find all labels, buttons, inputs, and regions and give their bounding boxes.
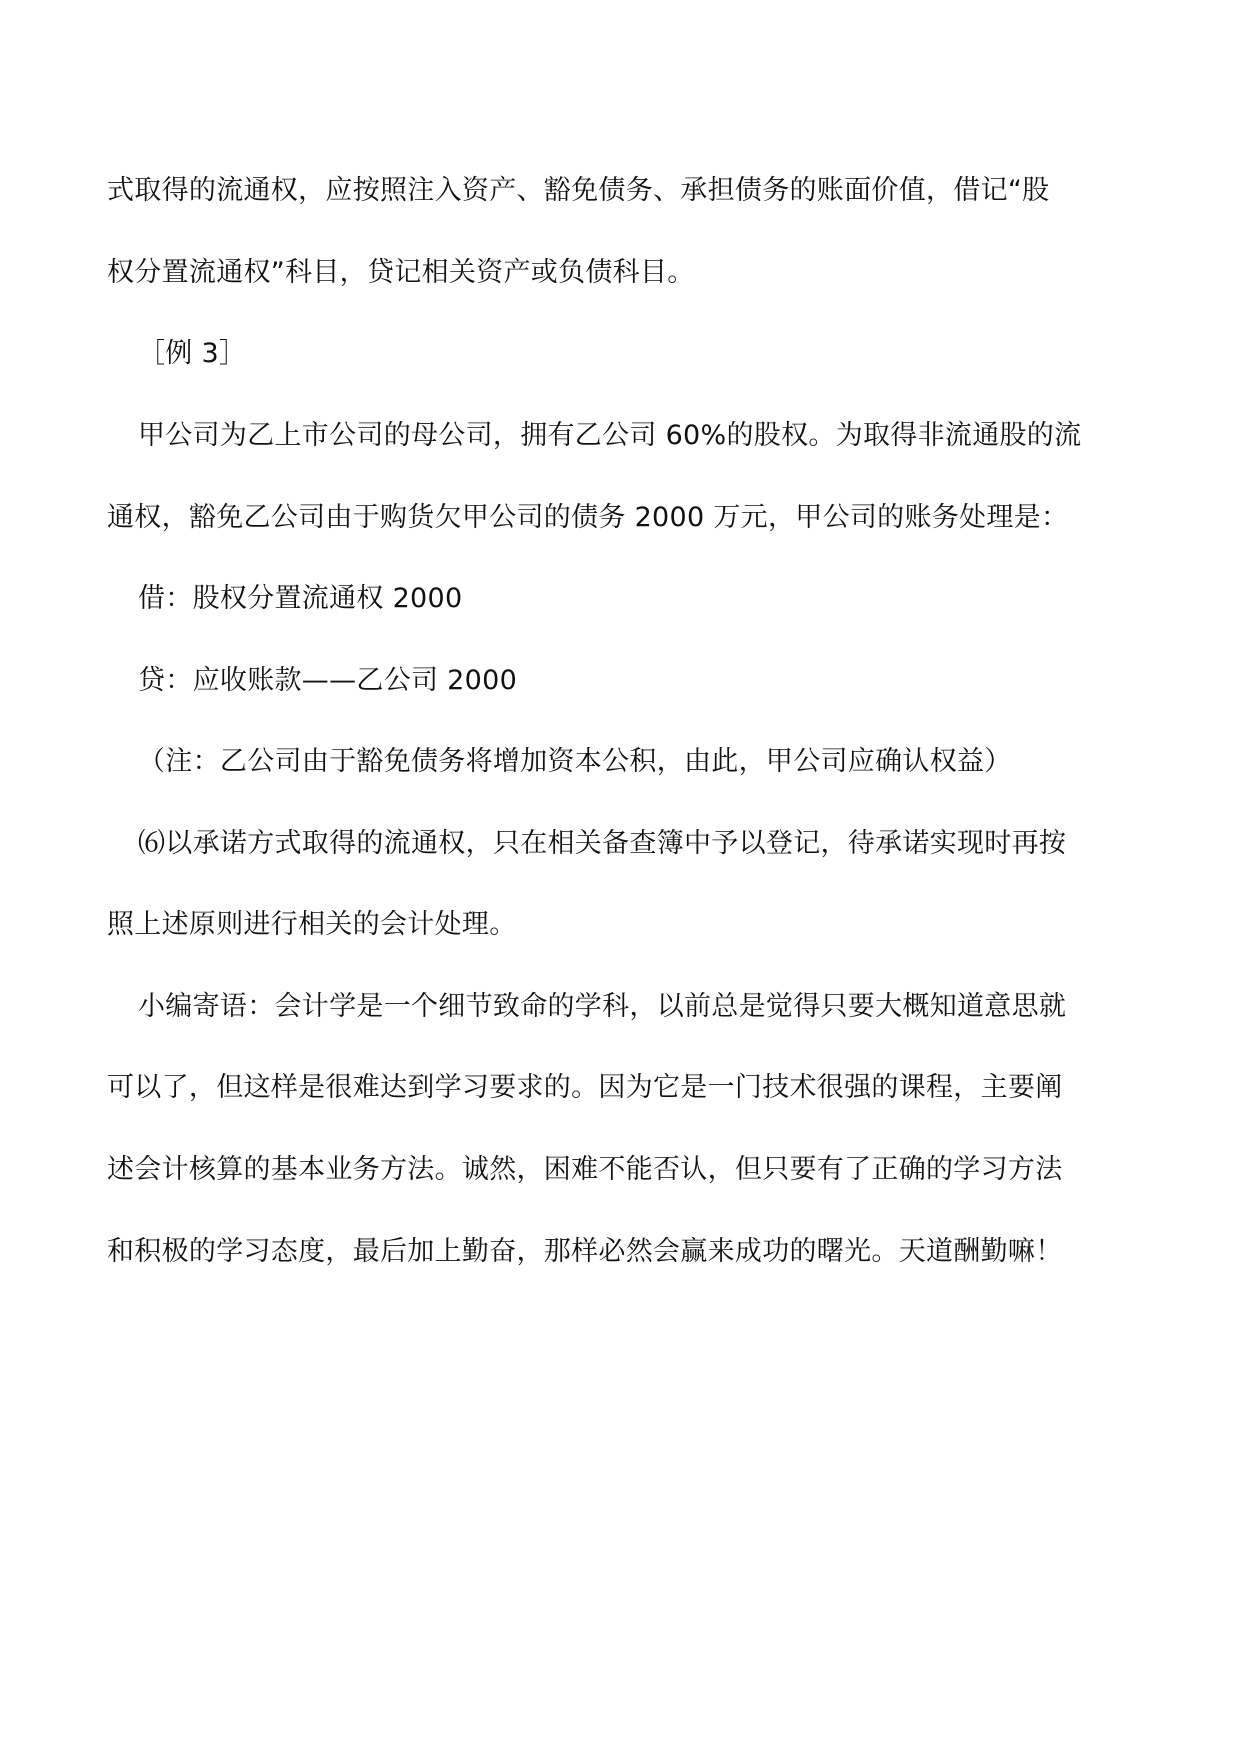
text-line: ⑹以承诺方式取得的流通权，只在相关备查簿中予以登记，待承诺实现时再按 [138,828,1067,859]
example-label: ［例 3］ [138,338,247,369]
text-line: 和积极的学习态度，最后加上勤奋，那样必然会赢来成功的曙光。天道酬勤嘛！ [107,1236,1063,1267]
text-line: 通权，豁免乙公司由于购货欠甲公司的债务 2000 万元，甲公司的账务处理是： [107,502,1069,533]
journal-credit-entry: 贷：应收账款——乙公司 2000 [138,665,518,696]
text-line: 可以了，但这样是很难达到学习要求的。因为它是一门技术很强的课程，主要阐 [107,1072,1063,1103]
text-line: 小编寄语：会计学是一个细节致命的学科，以前总是觉得只要大概知道意思就 [138,991,1067,1022]
text-line: 权分置流通权”科目，贷记相关资产或负债科目。 [107,257,695,288]
text-line: 式取得的流通权，应按照注入资产、豁免债务、承担债务的账面价值，借记“股 [107,175,1050,206]
text-line: 甲公司为乙上市公司的母公司，拥有乙公司 60%的股权。为取得非流通股的流 [138,420,1082,451]
text-line: 照上述原则进行相关的会计处理。 [107,909,517,940]
journal-debit-entry: 借：股权分置流通权 2000 [138,583,463,614]
text-line: 述会计核算的基本业务方法。诚然，困难不能否认，但只要有了正确的学习方法 [107,1154,1063,1185]
note-line: （注：乙公司由于豁免债务将增加资本公积，由此，甲公司应确认权益） [138,746,1012,777]
